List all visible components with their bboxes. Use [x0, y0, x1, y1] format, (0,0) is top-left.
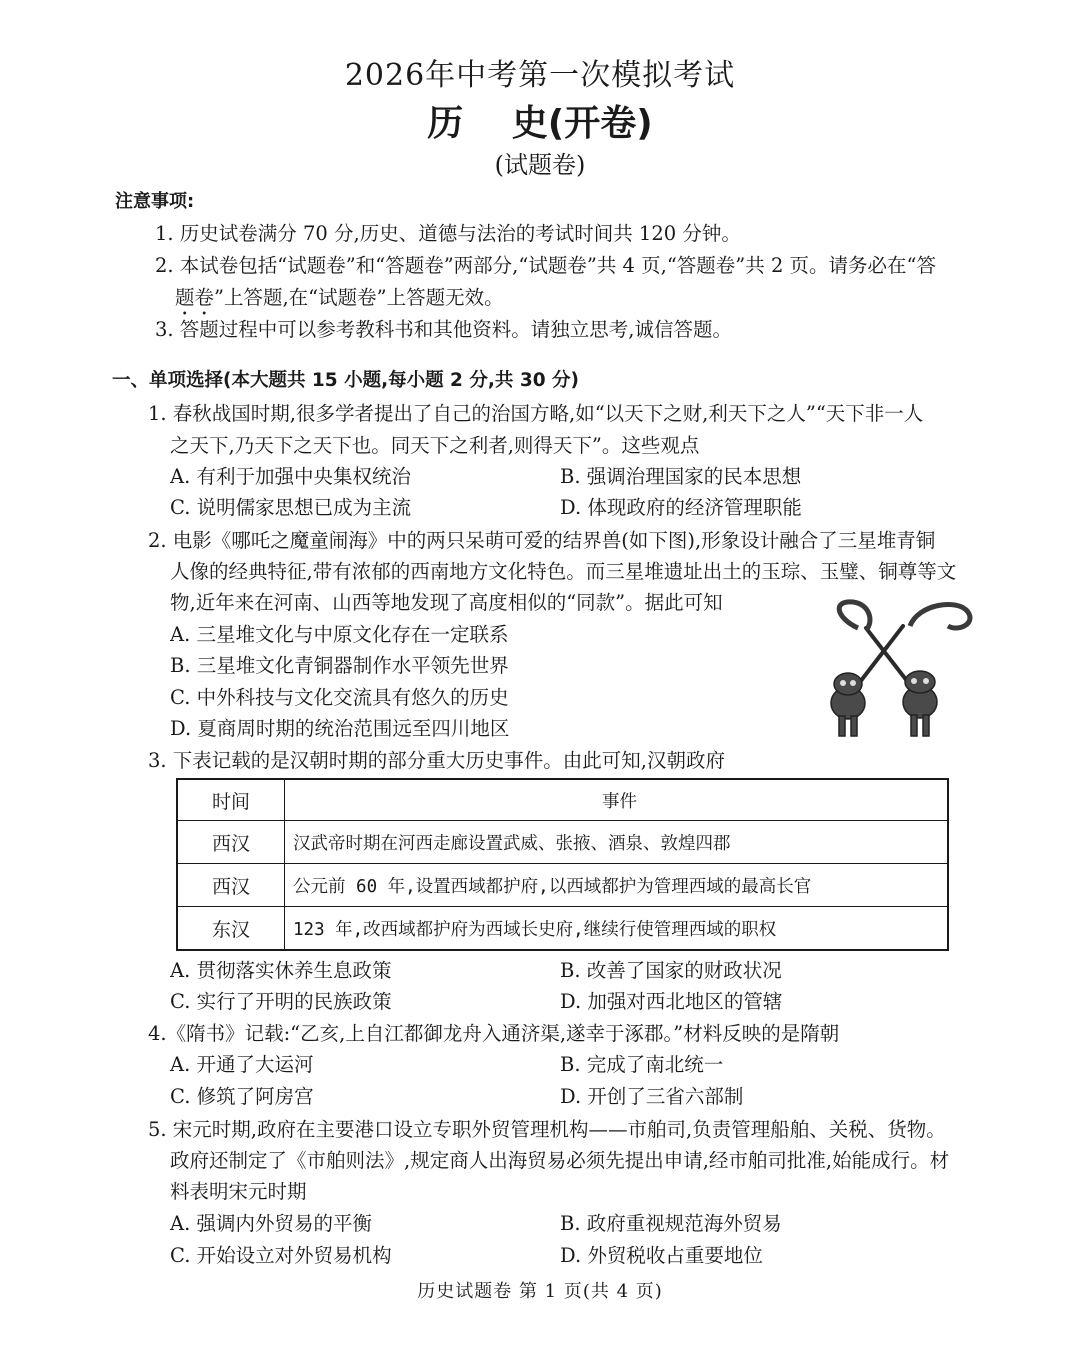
table-header-row: [177, 779, 948, 821]
left-beast-head: [834, 673, 862, 695]
table-cell-event: 汉武帝时期在河西走廊设置武威、张掖、酒泉、敦煌四郡: [285, 821, 949, 864]
q5-stem-line-2: 政府还制定了《市舶则法》,规定商人出海贸易必须先提出申请,经市舶司批准,始能成行。材: [170, 1149, 950, 1172]
q2-stem-line-1: 2. 电影《哪吒之魔童闹海》中的两只呆萌可爱的结界兽(如下图),形象设计融合了三星堆青铜: [148, 529, 936, 552]
note-item-2: 2. 本试卷包括“试题卷”和“答题卷”两部分,“试题卷”共 4 页,“答题卷”共 2 页。请务必在“答: [155, 254, 937, 277]
q5-option-c[interactable]: C. 开始设立对外贸易机构: [170, 1244, 392, 1267]
table-cell-time: 西汉: [177, 821, 285, 864]
table-cell-time: 西汉: [177, 864, 285, 907]
q4-option-c[interactable]: C. 修筑了阿房宫: [170, 1085, 314, 1108]
q5-option-b[interactable]: B. 政府重视规范海外贸易: [560, 1212, 782, 1235]
q4-option-a[interactable]: A. 开通了大运河: [170, 1053, 314, 1076]
q2-stem-line-3: 物,近年来在河南、山西等地发现了高度相似的“同款”。据此可知: [170, 591, 723, 614]
left-beast-leg: [839, 716, 845, 736]
q5-stem-line-3: 料表明宋元时期: [170, 1180, 307, 1203]
q3-option-d[interactable]: D. 加强对西北地区的管辖: [560, 990, 783, 1013]
q1-stem-line-1: 1. 春秋战国时期,很多学者提出了自己的治国方略,如“以天下之财,利天下之人”“天下非一人: [148, 402, 924, 425]
q5-option-a[interactable]: A. 强调内外贸易的平衡: [170, 1212, 372, 1235]
q1-option-a[interactable]: A. 有利于加强中央集权统治: [170, 465, 411, 488]
q2-option-b[interactable]: B. 三星堆文化青铜器制作水平领先世界: [170, 654, 509, 677]
q4-option-d[interactable]: D. 开创了三省六部制: [560, 1085, 744, 1108]
q2-option-a[interactable]: A. 三星堆文化与中原文化存在一定联系: [170, 623, 509, 646]
q3-option-c[interactable]: C. 实行了开明的民族政策: [170, 990, 392, 1013]
page-footer: 历史试题卷 第 1 页(共 4 页): [417, 1281, 663, 1302]
table-cell-time: 东汉: [177, 907, 285, 951]
q4-option-b[interactable]: B. 完成了南北统一: [560, 1053, 724, 1076]
q5-stem-line-1: 5. 宋元时期,政府在主要港口设立专职外贸管理机构——市舶司,负责管理船舶、关税、货物。: [148, 1118, 946, 1141]
paper-type-label: (试题卷): [494, 151, 586, 179]
notes-heading: 注意事项:: [115, 191, 195, 212]
emphasized-text: 题卷: [175, 286, 215, 309]
right-spiral-ornament: [910, 604, 970, 628]
q3-option-b[interactable]: B. 改善了国家的财政状况: [560, 959, 782, 982]
table-cell-event: 123 年,改西域都护府为西域长史府,继续行使管理西域的职权: [285, 907, 949, 951]
subject-title: 历 史(开卷): [427, 103, 653, 144]
q1-stem-line-2: 之天下,乃天下之天下也。同天下之利者,则得天下”。这些观点: [170, 434, 700, 457]
table-header-event: 事件: [285, 779, 949, 821]
jiejie-beast-illustration: [818, 598, 983, 743]
q2-option-d[interactable]: D. 夏商周时期的统治范围远至四川地区: [170, 717, 510, 740]
left-beast-leg: [851, 716, 857, 736]
right-beast-leg: [911, 715, 917, 736]
q1-option-b[interactable]: B. 强调治理国家的民本思想: [560, 465, 802, 488]
q5-option-d[interactable]: D. 外贸税收占重要地位: [560, 1244, 763, 1267]
han-events-table: [176, 778, 949, 951]
section-heading: 一、单项选择(本大题共 15 小题,每小题 2 分,共 30 分): [112, 370, 579, 391]
table-row: [177, 864, 948, 907]
q1-option-d[interactable]: D. 体现政府的经济管理职能: [560, 496, 802, 519]
table-row: [177, 821, 948, 864]
left-spiral-ornament: [839, 602, 870, 630]
table-header-time: 时间: [177, 779, 285, 821]
q1-option-c[interactable]: C. 说明儒家思想已成为主流: [170, 496, 412, 519]
note-item-1: 1. 历史试卷满分 70 分,历史、道德与法治的考试时间共 120 分钟。: [155, 222, 741, 245]
exam-title: 2026年中考第一次模拟考试: [344, 58, 736, 93]
q3-option-a[interactable]: A. 贯彻落实休养生息政策: [170, 959, 392, 982]
right-beast-leg: [923, 715, 929, 736]
note-item-2-tail: ”上答题,在“试题卷”上答题无效。: [214, 286, 504, 309]
table-row: [177, 907, 948, 951]
note-item-3: 3. 答题过程中可以参考教科书和其他资料。请独立思考,诚信答题。: [155, 318, 733, 341]
table-cell-event: 公元前 60 年,设置西域都护府,以西域都护为管理西域的最高长官: [285, 864, 949, 907]
right-beast-head: [905, 671, 935, 693]
q3-stem: 3. 下表记载的是汉朝时期的部分重大历史事件。由此可知,汉朝政府: [148, 749, 726, 772]
q4-stem: 4.《隋书》记载:“乙亥,上自江都御龙舟入通济渠,遂幸于涿郡。”材料反映的是隋朝: [148, 1022, 840, 1045]
q2-option-c[interactable]: C. 中外科技与文化交流具有悠久的历史: [170, 686, 509, 709]
q2-stem-line-2: 人像的经典特征,带有浓郁的西南地方文化特色。而三星堆遗址出土的玉琮、玉璧、铜尊等文: [170, 560, 957, 583]
